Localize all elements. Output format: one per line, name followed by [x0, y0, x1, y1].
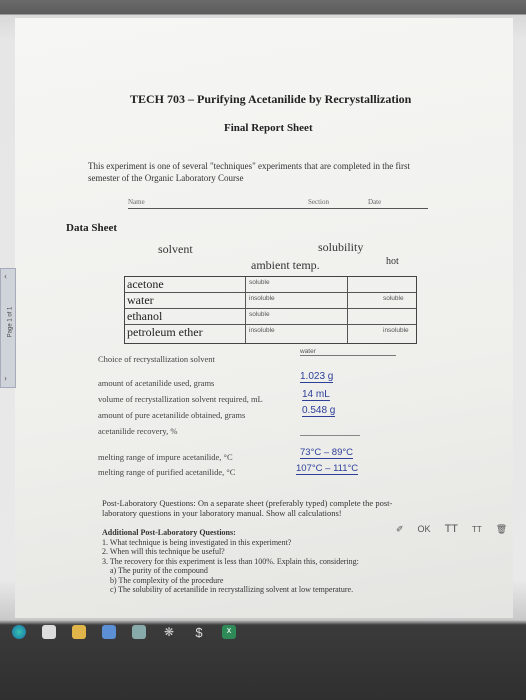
- volume-value: 14 mL: [302, 389, 330, 400]
- table-row: [125, 325, 416, 340]
- intro-text: [88, 160, 410, 184]
- recovery-blank: [300, 435, 360, 436]
- table-row: [125, 293, 416, 309]
- edge-browser-icon[interactable]: [12, 625, 26, 639]
- intro-line-2: semester of the Organic Laboratory Course: [88, 173, 244, 183]
- tiles-icon[interactable]: [132, 625, 146, 639]
- post-lab-instructions: [102, 498, 392, 518]
- question-3c: c) The solubility of acetanilide in recrystallizing solvent at low temperature.: [110, 585, 354, 594]
- clover-icon[interactable]: ❋: [163, 625, 175, 639]
- calculator-icon[interactable]: [42, 625, 56, 639]
- pen-icon[interactable]: ✐: [396, 523, 404, 534]
- amount-value: 1.023 g: [300, 371, 334, 382]
- dollar-icon[interactable]: $: [195, 625, 203, 640]
- volume-label: volume of recrystallization solvent required, mL: [98, 394, 263, 404]
- hot-cell: insoluble: [383, 327, 409, 334]
- recovery-label: acetanilide recovery, %: [98, 426, 178, 436]
- solvent-cell: ethanol: [127, 309, 163, 323]
- intro-line-1: This experiment is one of several "techniques" experiments that are completed in the first: [88, 161, 410, 171]
- name-section-date-line: [128, 198, 428, 209]
- additional-title: Additional Post-Laboratory Questions:: [102, 528, 236, 537]
- solubility-table: [124, 240, 415, 342]
- trash-icon[interactable]: 🗑: [495, 523, 508, 534]
- taskbar: [0, 620, 526, 644]
- hot-header: hot: [386, 256, 399, 267]
- chevron-up-icon[interactable]: ‹: [4, 271, 7, 281]
- ambient-cell: soluble: [249, 279, 270, 286]
- question-3a: a) The purity of the compound: [110, 566, 208, 575]
- solvent-cell: petroleum ether: [127, 325, 203, 339]
- mp-pure-value: 107°C – 111°C: [296, 463, 359, 474]
- table-row: [125, 277, 416, 293]
- ambient-cell: insoluble: [249, 327, 275, 334]
- text-larger-button[interactable]: TT: [444, 523, 459, 535]
- choice-value: water: [300, 348, 396, 356]
- section-label: Section: [308, 198, 329, 206]
- name-label: Name: [128, 198, 145, 206]
- ambient-cell: soluble: [249, 311, 270, 318]
- choice-label: Choice of recrystallization solvent: [98, 354, 215, 364]
- date-label: Date: [368, 198, 382, 206]
- amount-label: amount of acetanilide used, grams: [98, 378, 215, 388]
- ambient-header: ambient temp.: [251, 258, 320, 272]
- page-side-tab[interactable]: [0, 268, 16, 388]
- post-line-1: Post-Laboratory Questions: On a separate sheet (preferably typed) complete the post-: [102, 498, 393, 508]
- mp-pure-label: melting range of purified acetanilide, °C: [98, 467, 236, 477]
- ambient-cell: insoluble: [249, 295, 275, 302]
- question-3: 3. The recovery for this experiment is less than 100%. Explain this, considering:: [102, 556, 359, 566]
- excel-icon[interactable]: x: [222, 625, 236, 639]
- additional-questions: [102, 528, 359, 595]
- question-2: 2. When will this technique be useful?: [102, 547, 225, 556]
- mp-impure-label: melting range of impure acetanilide, °C: [98, 452, 233, 462]
- page-indicator: Page 1 of 1: [7, 306, 14, 338]
- file-explorer-icon[interactable]: [72, 625, 86, 639]
- hot-cell: soluble: [383, 295, 404, 302]
- pure-label: amount of pure acetanilide obtained, grams: [98, 410, 246, 420]
- chevron-down-icon[interactable]: ›: [4, 373, 7, 383]
- solubility-header: solubility: [318, 240, 364, 254]
- question-1: 1. What technique is being investigated in this experiment?: [102, 537, 292, 547]
- document-subtitle: Final Report Sheet: [224, 122, 313, 134]
- data-sheet-label: Data Sheet: [66, 222, 118, 234]
- post-line-2: laboratory questions in your laboratory manual. Show all calculations!: [102, 508, 342, 518]
- annotation-toolbar: [396, 520, 507, 538]
- text-smaller-button[interactable]: TT: [472, 524, 482, 534]
- solvent-cell: water: [127, 293, 154, 307]
- store-icon[interactable]: [102, 625, 116, 639]
- question-3b: b) The complexity of the procedure: [110, 575, 224, 585]
- solvent-header: solvent: [158, 242, 193, 256]
- table-grid: [124, 276, 417, 344]
- table-row: [125, 309, 416, 325]
- document-title: TECH 703 – Purifying Acetanilide by Recrystallization: [130, 92, 412, 106]
- mp-impure-value: 73°C – 89°C: [300, 447, 354, 458]
- pure-value: 0.548 g: [302, 405, 336, 416]
- solvent-cell: acetone: [127, 277, 164, 291]
- ok-button[interactable]: OK: [417, 524, 431, 534]
